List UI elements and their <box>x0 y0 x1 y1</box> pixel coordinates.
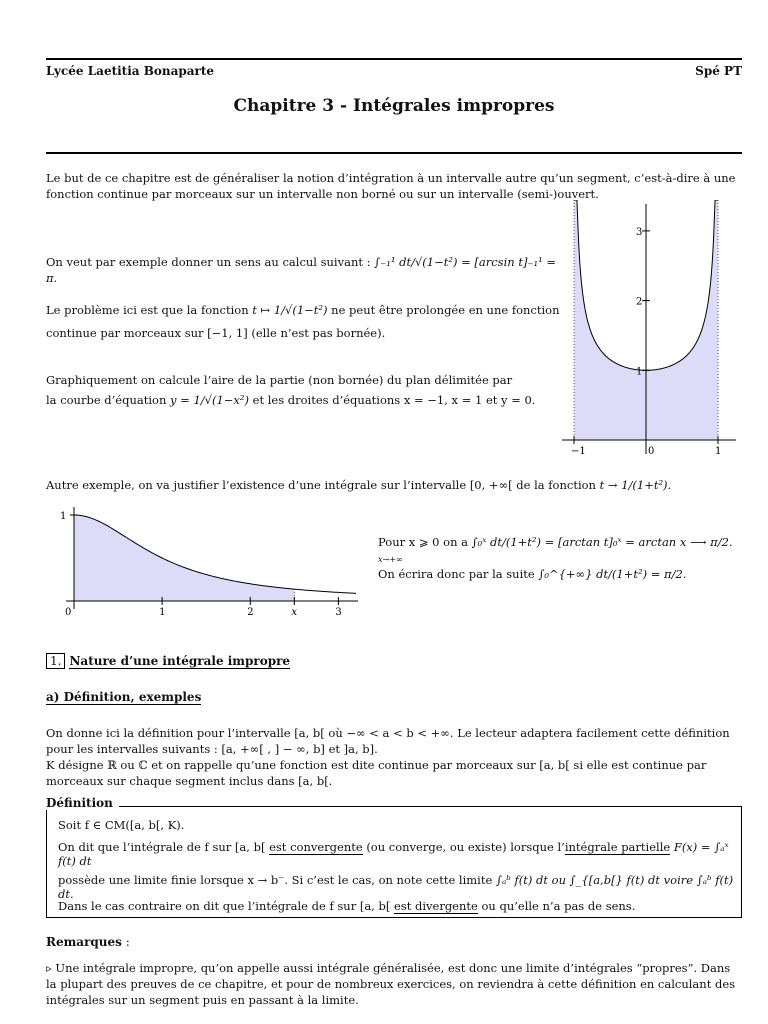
remarque-1: ▹ Une intégrale impropre, qu’on appelle aussi intégrale généralisée, est donc une limite d’intégrales “propres”. Dans la plupart des preuves de ce chapitre, et pour de nombreux exercices, on reviendra à cette définition en calculant des intégrales sur un segment puis en passant à la limite. <box>46 961 736 1007</box>
autre-exemple <box>46 477 746 493</box>
def-l4a: Dans le cas contraire on dit que l’intégrale de f sur [a, b[ <box>58 899 391 913</box>
def-l2c: (ou converge, ou existe) lorsque l’ <box>366 840 565 854</box>
graph-text-b: et les droites d’équations x = −1, x = 1 et y = 0. <box>252 393 536 407</box>
x-tick-label: x <box>291 607 297 618</box>
x-tick-label: −1 <box>571 446 586 457</box>
def-l4c: ou qu’elle n’a pas de sens. <box>481 899 636 913</box>
arctan-chart <box>46 503 366 623</box>
x-tick-label: 1 <box>715 446 722 457</box>
problem-math: t ↦ 1/√(1−t²) <box>252 303 328 317</box>
pour-text: Pour x ⩾ 0 on a <box>378 535 469 549</box>
area-fill <box>74 515 294 601</box>
def-l3a: possède une limite finie lorsque x → b⁻. Si c’est le cas, on note cette limite <box>58 873 493 887</box>
problem-line1 <box>46 302 566 318</box>
x-tick-label: 0 <box>648 446 655 457</box>
graph-text-a: la courbe d’équation <box>46 393 167 407</box>
ecrira-text: On écrira donc par la suite <box>378 567 535 581</box>
x-tick-label: 3 <box>335 607 342 618</box>
example1-label: On veut par exemple donner un sens au calcul suivant : <box>46 255 371 269</box>
def-line4 <box>58 899 738 913</box>
remarques-label: Remarques <box>46 935 122 949</box>
header-top-rule <box>46 58 742 60</box>
def-integrale-partielle: intégrale partielle <box>564 840 671 854</box>
def-divergente: est divergente <box>394 899 478 913</box>
def-convergente: est convergente <box>269 840 363 854</box>
section-title: Nature d’une intégrale impropre <box>69 654 291 668</box>
graph-math: y = 1/√(1−x²) <box>170 393 249 407</box>
graph-line1: Graphiquement on calcule l’aire de la partie (non bornée) du plan délimitée par <box>46 373 513 387</box>
y-tick-label: 1 <box>636 366 643 378</box>
problem-line2: continue par morceaux sur [−1, 1] (elle n’est pas bornée). <box>46 326 386 340</box>
graph-line2 <box>46 392 566 408</box>
y-tick-label: 3 <box>636 226 643 238</box>
header-bottom-rule <box>46 152 742 154</box>
autre-math: t → 1/(1+t²). <box>599 478 672 492</box>
example1-text <box>46 254 556 286</box>
page-title: Chapitre 3 - Intégrales impropres <box>233 96 555 116</box>
example1-math: ∫₋₁¹ dt/√(1−t²) = [arcsin t]₋₁¹ = π. <box>46 255 557 285</box>
ecrira-line <box>378 566 748 582</box>
definition-label: Définition <box>46 796 119 810</box>
section-1-heading <box>46 653 290 669</box>
y-tick-label: 2 <box>636 296 643 308</box>
x-tick-label: 0 <box>65 607 72 618</box>
def-line2 <box>58 840 738 868</box>
section-number: 1. <box>46 653 65 669</box>
pour-math: ∫₀ˣ dt/(1+t²) = [arctan t]₀ˣ = arctan x ⟶ π/2. <box>471 535 733 549</box>
ecrira-math: ∫₀^{+∞} dt/(1+t²) = π/2. <box>538 567 687 581</box>
remarques-heading: Remarques : <box>46 935 130 949</box>
x-tick-label: 2 <box>247 607 254 618</box>
subsection-a-heading <box>46 690 201 704</box>
school-name: Lycée Laetitia Bonaparte <box>46 64 215 78</box>
ondonne-paragraph: On donne ici la définition pour l’intervalle [a, b[ où −∞ < a < b < +∞. Le lecteur adaptera facilement cette définition pour les intervalles suivants : [a, +∞[ , ] − ∞, b] et ]a, b]. <box>46 726 730 756</box>
k-paragraph: K désigne ℝ ou ℂ et on rappelle qu’une fonction est dite continue par morceaux sur [a, b[ si elle est continue par morceaux sur chaque segment inclus dans [a, b[. <box>46 758 707 788</box>
def-line1: Soit f ∈ CM([a, b[, K). <box>58 818 185 832</box>
pour-limit: x→+∞ <box>378 555 403 564</box>
def-l2a: On dit que l’intégrale de f sur [a, b[ <box>58 840 266 854</box>
class-name: Spé PT <box>695 64 742 78</box>
arcsin-chart <box>560 200 740 460</box>
intro-paragraph: Le but de ce chapitre est de généraliser la notion d’intégration à un intervalle autre qu’un segment, c’est-à-dire à une fonction continue par morceaux sur un intervalle non borné ou sur un intervalle (semi-)ouvert. <box>46 171 736 201</box>
y-tick-label: 1 <box>60 511 67 522</box>
def-l2e: F(x) = ∫ₐˣ f(t) dt <box>58 840 729 868</box>
def-l3b: ∫ₐᵇ f(t) dt ou ∫_{[a,b[} f(t) dt voire ∫ₐᵇ f(t) dt. <box>58 873 734 901</box>
subsection-a-title: a) Définition, exemples <box>46 690 202 704</box>
pour-line <box>378 534 748 568</box>
problem-text-b: ne peut être prolongée en une fonction <box>331 303 560 317</box>
def-line3 <box>58 873 738 901</box>
x-tick-label: 1 <box>159 607 166 618</box>
autre-text: Autre exemple, on va justifier l’existence d’une intégrale sur l’intervalle [0, +∞[ de la fonction <box>46 478 596 492</box>
problem-text-a: Le problème ici est que la fonction <box>46 303 249 317</box>
